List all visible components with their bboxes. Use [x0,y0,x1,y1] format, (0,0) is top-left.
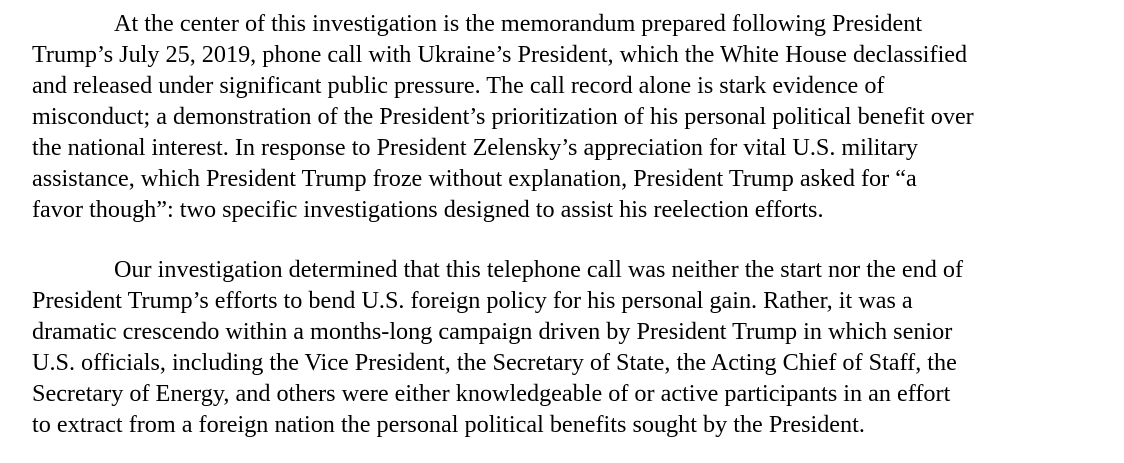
paragraph-line: the national interest. In response to President Zelensky’s appreciation for vital U.S. military [32,134,918,161]
paragraph-line: and released under significant public pressure. The call record alone is stark evidence of [32,72,885,99]
paragraph-line: President Trump’s efforts to bend U.S. foreign policy for his personal gain. Rather, it was a [32,287,913,314]
paragraph-line: Our investigation determined that this telephone call was neither the start nor the end of [114,256,963,283]
paragraph-line: U.S. officials, including the Vice President, the Secretary of State, the Acting Chief of Staff, the [32,349,957,376]
paragraph-line: to extract from a foreign nation the personal political benefits sought by the President. [32,411,865,438]
paragraph-line: Trump’s July 25, 2019, phone call with Ukraine’s President, which the White House declassified [32,41,968,68]
paragraph-line: At the center of this investigation is the memorandum prepared following President [114,10,923,37]
paragraph-line: favor though”: two specific investigations designed to assist his reelection efforts. [32,196,824,223]
paragraph-line: misconduct; a demonstration of the President’s prioritization of his personal political benefit over [32,103,974,130]
paragraph-line: assistance, which President Trump froze without explanation, President Trump asked for “a [32,165,917,192]
paragraph-line: Secretary of Energy, and others were either knowledgeable of or active participants in an effort [32,380,951,407]
paragraph-line: dramatic crescendo within a months-long campaign driven by President Trump in which senior [32,318,953,345]
